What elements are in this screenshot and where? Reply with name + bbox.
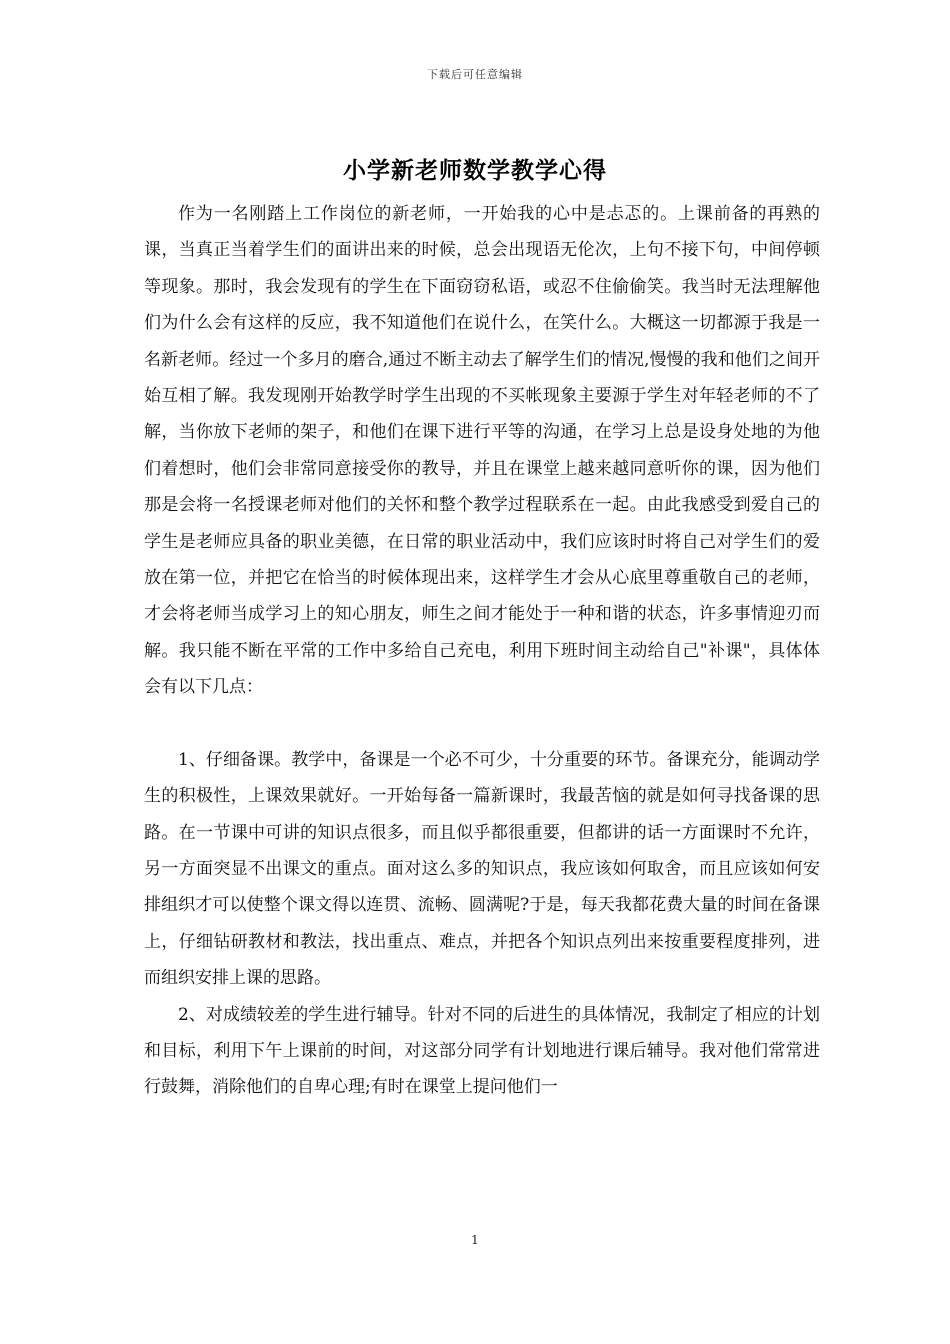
document-title: 小学新老师数学教学心得 <box>343 157 607 184</box>
paragraph-spacer <box>144 706 820 742</box>
paragraph-intro: 作为一名刚踏上工作岗位的新老师，一开始我的心中是忐忑的。上课前备的再熟的课，当真正当着学生们的面讲出来的时候，总会出现语无伦次，上句不接下句，中间停顿等现象。那时，我会发现有的学生在下面窃窃私语，或忍不住偷偷笑。我当时无法理解他们为什么会有这样的反应，我不知道他们在说什么，在笑什么。大概这一切都源于我是一名新老师。经过一个多月的磨合,通过不断主动去了解学生们的情况,慢慢的我和他们之间开始互相了解。我发现刚开始教学时学生出现的不买帐现象主要源于学生对年轻老师的不了解，当你放下老师的架子，和他们在课下进行平等的沟通，在学习上总是设身处地的为他们着想时，他们会非常同意接受你的教导，并且在课堂上越来越同意听你的课，因为他们那是会将一名授课老师对他们的关怀和整个教学过程联系在一起。由此我感受到爱自己的学生是老师应具备的职业美德，在日常的职业活动中，我们应该时时将自己对学生们的爱放在第一位，并把它在恰当的时候体现出来，这样学生才会从心底里尊重敬自己的老师，才会将老师当成学习上的知心朋友，师生之间才能处于一种和谐的状态，许多事情迎刃而解。我只能不断在平常的工作中多给自己充电，利用下班时间主动给自己"补课"，具体体会有以下几点： <box>144 204 820 698</box>
paragraph-point-2: 2、对成绩较差的学生进行辅导。针对不同的后进生的具体情况，我制定了相应的计划和目标，利用下午上课前的时间，对这部分同学有计划地进行课后辅导。我对他们常常进行鼓舞，消除他们的自卑心理;有时在课堂上提问他们一 <box>144 1004 820 1098</box>
document-body <box>144 196 820 1106</box>
header-note: 下载后可任意编辑 <box>427 68 523 81</box>
page-number: 1 <box>471 1233 479 1247</box>
paragraph-point-1: 1、仔细备课。教学中，备课是一个必不可少，十分重要的环节。备课充分，能调动学生的积极性，上课效果就好。一开始每备一篇新课时，我最苦恼的就是如何寻找备课的思路。在一节课中可讲的知识点很多，而且似乎都很重要，但都讲的话一方面课时不允许，另一方面突显不出课文的重点。面对这么多的知识点，我应该如何取舍，而且应该如何安排组织才可以使整个课文得以连贯、流畅、圆满呢?于是，每天我都花费大量的时间在备课上，仔细钻研教材和教法，找出重点、难点，并把各个知识点列出来按重要程度排列，进而组织安排上课的思路。 <box>144 749 820 989</box>
